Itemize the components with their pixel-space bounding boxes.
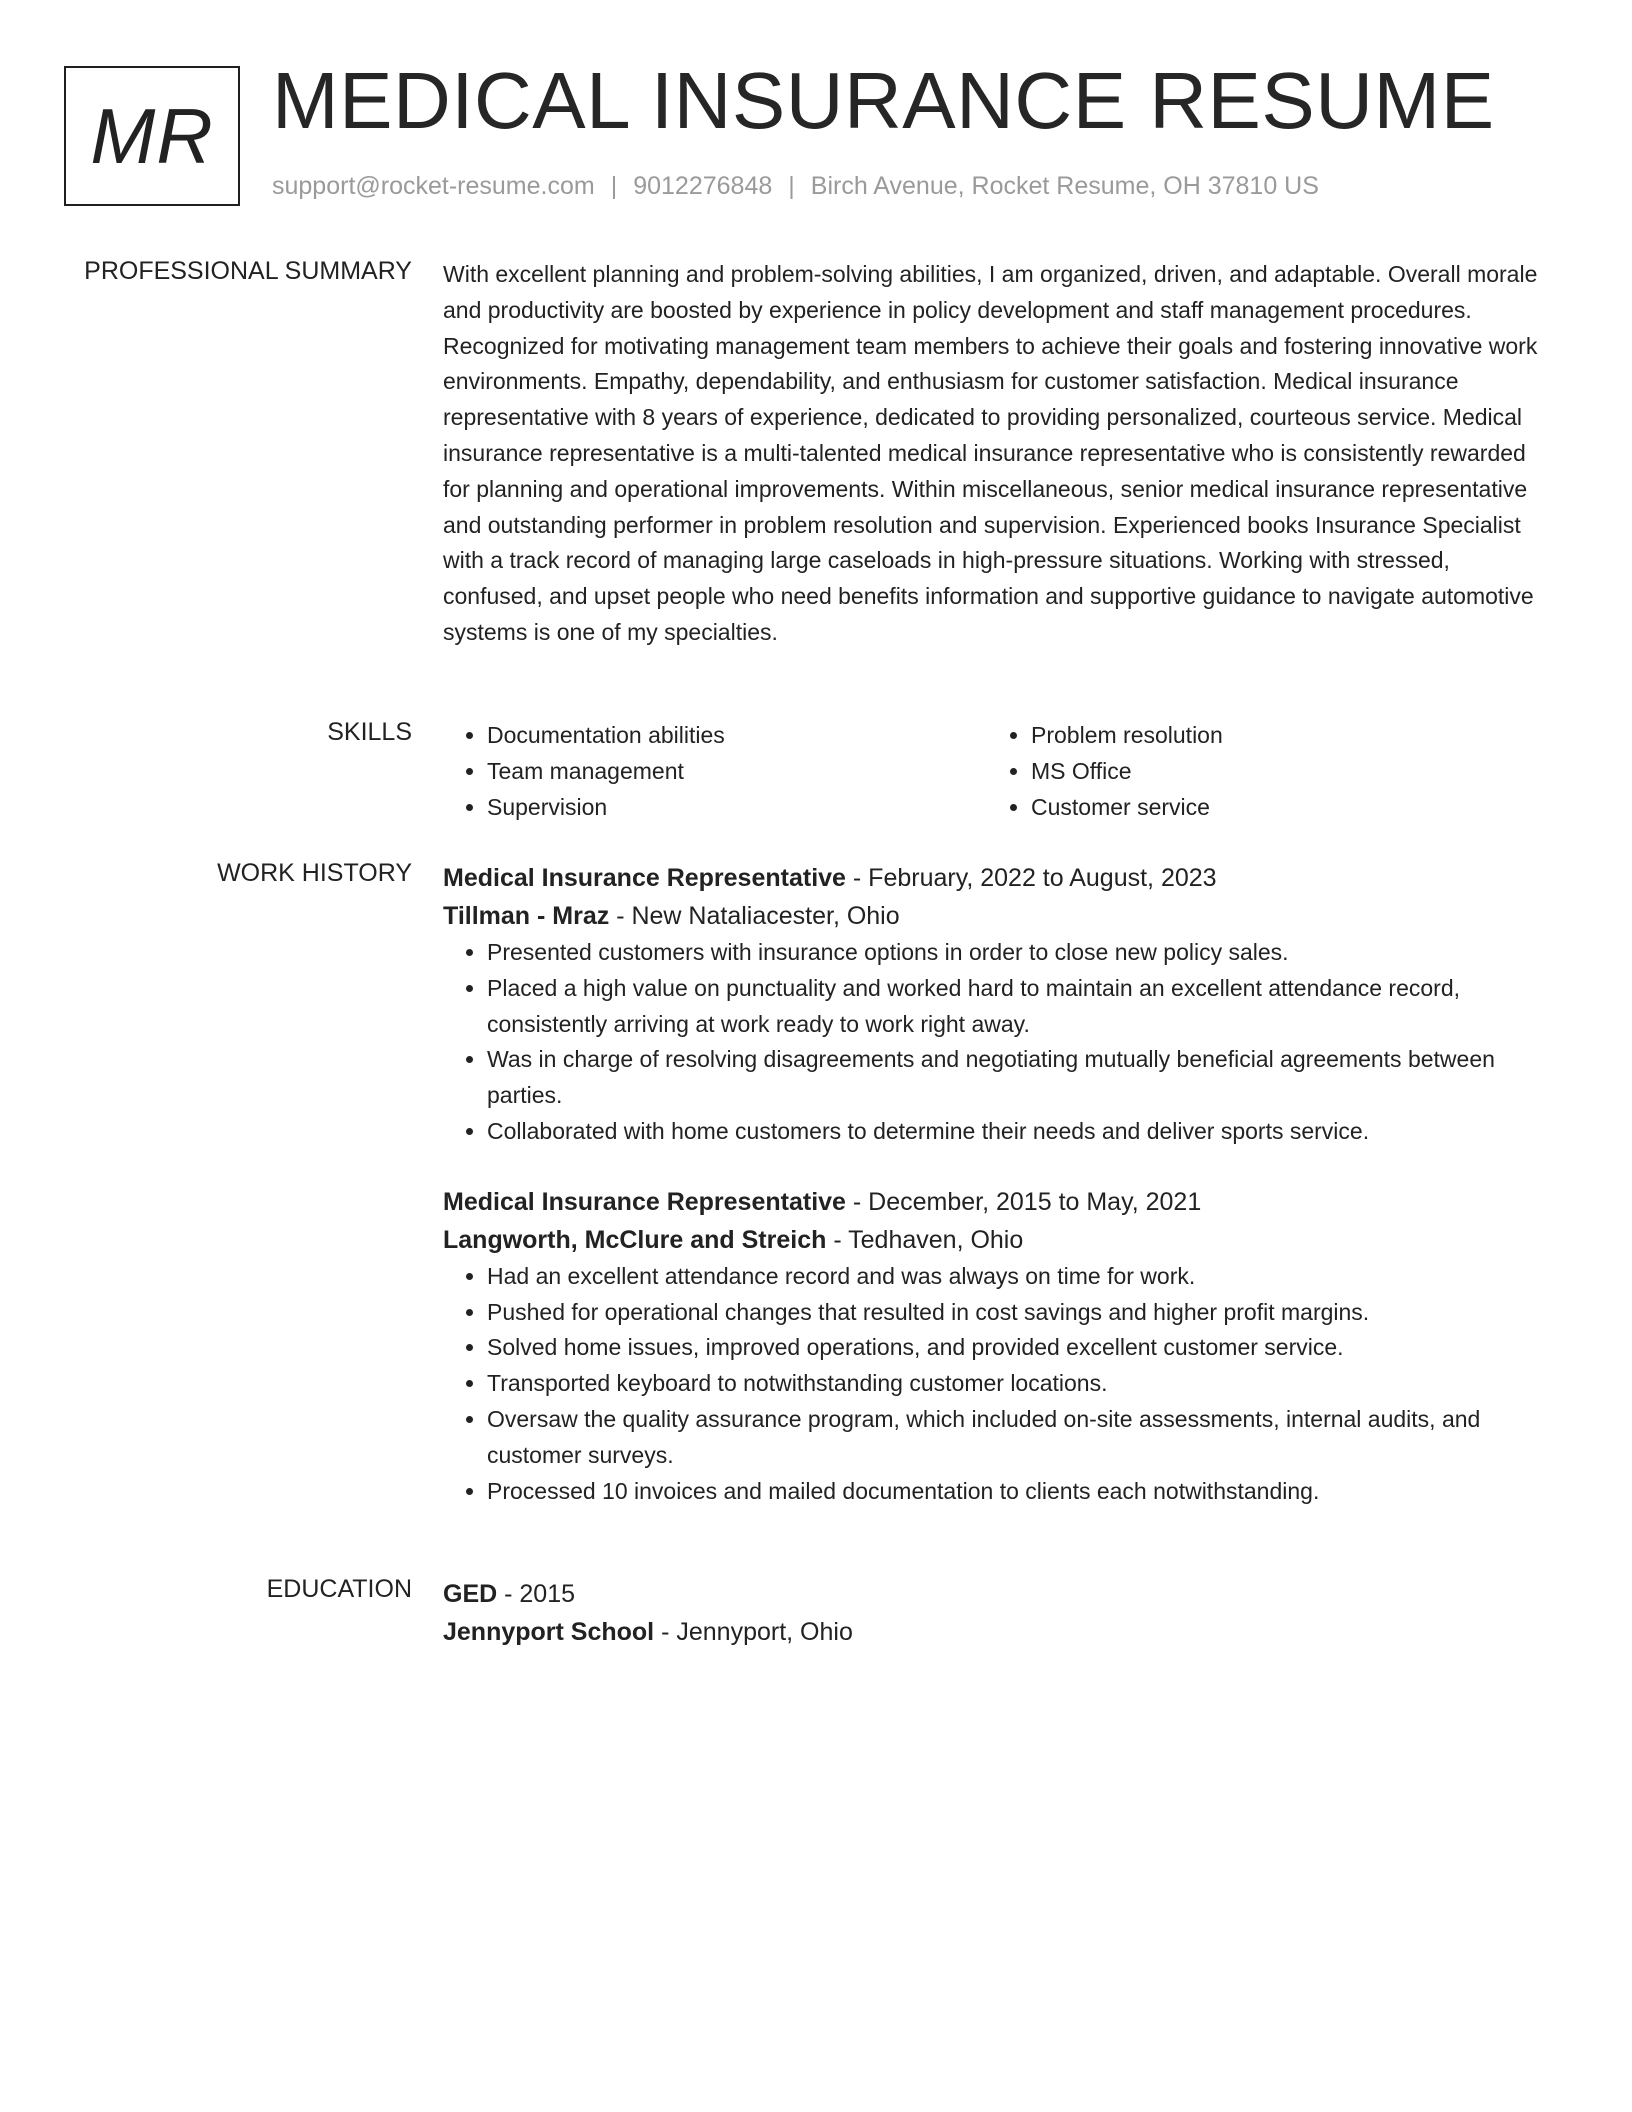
contact-separator: | [610,172,618,200]
education-location: - Jennyport, Ohio [654,1618,853,1646]
job-bullet: • Was in charge of resolving disagreements and negotiating mutually beneficial agreements between parties. [487,1042,1551,1114]
job-location: - Tedhaven, Ohio [826,1225,1024,1254]
education-degree-line [443,1575,1551,1613]
skill-item: • Documentation abilities [487,718,987,754]
job-bullet: • Presented customers with insurance options in order to close new policy sales. [487,935,1551,971]
education-body [443,1575,1551,1651]
job-bullet: • Solved home issues, improved operations, and provided excellent customer service. [487,1330,1551,1366]
contact-phone: 9012276848 [633,172,773,200]
job-title-line [443,1183,1551,1221]
education-degree: GED [443,1580,498,1608]
contact-address: Birch Avenue, Rocket Resume, OH 37810 US [810,172,1319,200]
skill-item: • Team management [487,754,987,790]
education-year: - 2015 [497,1580,576,1608]
job-bullets [443,1259,1551,1510]
job-company-line [443,897,1551,935]
resume-title: MEDICAL INSURANCE RESUME [272,56,1495,145]
job-entry [443,1183,1551,1510]
skills-grid [443,718,1551,825]
job-company-line [443,1221,1551,1259]
education-school: Jennyport School [443,1618,655,1646]
skills-list-left [443,718,987,825]
contact-line [272,172,1319,201]
job-bullet: • Collaborated with home customers to determine their needs and deliver sports service. [487,1114,1551,1150]
job-bullet: • Oversaw the quality assurance program, which included on-site assessments, internal audits, and customer surveys. [487,1402,1551,1474]
job-company: Tillman - Mraz [443,902,610,930]
section-label-skills: SKILLS [327,718,412,746]
job-bullet: • Placed a high value on punctuality and worked hard to maintain an excellent attendance record, consistently arriving at work ready to work right away. [487,971,1551,1043]
skill-item: • Problem resolution [1031,718,1531,754]
job-title-line [443,859,1551,897]
monogram-box [64,66,240,206]
job-bullet: • Transported keyboard to notwithstanding customer locations. [487,1366,1551,1402]
summary-body [443,257,1551,651]
job-bullet: • Had an excellent attendance record and was always on time for work. [487,1259,1551,1295]
job-title: Medical Insurance Representative [443,1187,846,1216]
monogram-initials: MR [90,91,214,180]
job-dates: - December, 2015 to May, 2021 [845,1187,1202,1216]
job-dates: - February, 2022 to August, 2023 [845,864,1217,892]
skill-item: • MS Office [1031,754,1531,790]
contact-email: support@rocket-resume.com [272,172,595,200]
skill-item: • Supervision [487,790,987,826]
job-title: Medical Insurance Representative [443,864,846,892]
section-label-work-history: WORK HISTORY [217,859,412,887]
job-bullet: • Pushed for operational changes that resulted in cost savings and higher profit margins. [487,1295,1551,1331]
work-history-body [443,859,1551,1509]
skill-item: • Customer service [1031,790,1531,826]
education-school-line [443,1613,1551,1651]
job-entry [443,859,1551,1150]
section-label-education: EDUCATION [266,1575,412,1603]
skills-list-right [987,718,1531,825]
summary-text: With excellent planning and problem-solving abilities, I am organized, driven, and adaptable. Overall morale and productivity are boosted by experience in policy development and staff management procedures. Recognized for motivating management team members to achieve their goals and fostering innovative work environments. Empathy, dependability, and enthusiasm for customer satisfaction. Medical insurance representative with 8 years of experience, dedicated to providing personalized, courteous service. Medical insurance representative is a multi-talented medical insurance representative who is consistently rewarded for planning and operational improvements. Within miscellaneous, senior medical insurance representative and outstanding performer in problem resolution and supervision. Experienced books Insurance Specialist with a track record of managing large caseloads in high-pressure situations. Working with stressed, confused, and upset people who need benefits information and supportive guidance to navigate automotive systems is one of my specialties. [443,261,1538,645]
contact-separator: | [788,172,795,200]
job-location: - New Nataliacester, Ohio [609,902,900,930]
job-bullet: • Processed 10 invoices and mailed documentation to clients each notwithstanding. [487,1474,1551,1510]
job-bullets [443,935,1551,1150]
section-label-summary: PROFESSIONAL SUMMARY [84,257,412,285]
job-company: Langworth, McClure and Streich [443,1225,827,1254]
